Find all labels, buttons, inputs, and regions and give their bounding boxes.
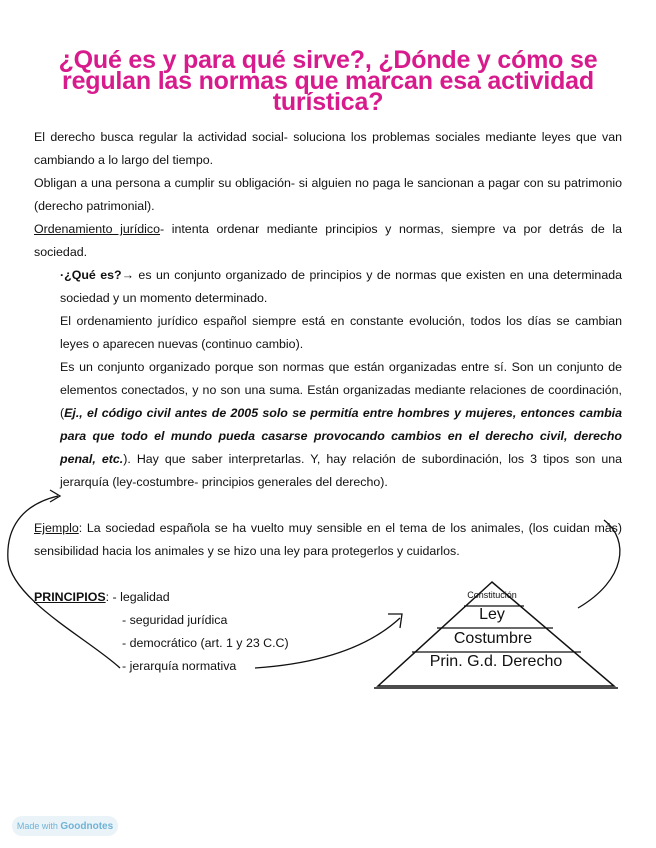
pyramid-level-principios: Prin. G.d. Derecho bbox=[429, 653, 563, 670]
paragraph-obligan: Obligan a una persona a cumplir su obligación- si alguien no paga le sancionan a pagar con su patrimonio (derecho patrimonial). bbox=[34, 176, 622, 213]
pyramid-level-ley: Ley bbox=[479, 606, 505, 623]
ordenamiento-text: - intenta ordenar mediante principios y normas, siempre va por detrás de la sociedad. bbox=[34, 222, 622, 259]
pyramid-level-costumbre: Costumbre bbox=[453, 630, 533, 647]
conjunto-text-b: ). Hay que saber interpretarlas. Y, hay relación de subordinación, los 3 tipos son una jerarquía (ley-costumbre- principios generales del derecho). bbox=[60, 452, 622, 489]
principio-item-4: - jerarquía normativa bbox=[122, 659, 237, 673]
que-es-lead: ·¿Qué es?→ bbox=[60, 268, 134, 282]
principios-heading: PRINCIPIOS bbox=[34, 590, 106, 604]
badge-made-with: Made with bbox=[16, 821, 58, 831]
ordenamiento-label: Ordenamiento jurídico bbox=[34, 222, 161, 236]
pyramid-level-constitucion: Constitución bbox=[467, 590, 517, 600]
left-arrowhead bbox=[50, 490, 60, 502]
goodnotes-badge bbox=[12, 816, 118, 836]
conjunto-text-a: Es un conjunto organizado porque son normas que están organizadas entre sí. Son un conjunto de elementos conectados, y no son una suma. Están organizadas mediante relaciones de coordinación, ( bbox=[60, 360, 622, 420]
principio-item-3: - democrático (art. 1 y 23 C.C) bbox=[122, 636, 289, 650]
paragraph-derecho: El derecho busca regular la actividad social- soluciona los problemas sociales mediante leyes que van cambiando a lo largo del tiempo. bbox=[34, 130, 622, 167]
title-line-1: ¿Qué es y para qué sirve?, ¿Dónde y cómo se bbox=[58, 46, 598, 74]
left-loop-arrow bbox=[8, 496, 120, 668]
jerarquia-arrow bbox=[255, 618, 400, 668]
right-loop-arrow bbox=[578, 520, 620, 608]
principio-item-2: - seguridad jurídica bbox=[122, 613, 228, 627]
ejemplo-label: Ejemplo bbox=[34, 521, 79, 535]
title-line-2: regulan las normas que marcan esa actividad bbox=[62, 67, 594, 95]
conjunto-example: Ej., el código civil antes de 2005 solo se permitía entre hombres y mujeres, entonces cambia para que todo el mundo pueda casarse provocando cambios en el derecho civil, derecho penal, etc. bbox=[60, 406, 622, 466]
que-es-text: es un conjunto organizado de principios y de normas que existen en una determinada sociedad y un momento determinado. bbox=[60, 268, 622, 305]
principio-item-1: : - legalidad bbox=[105, 590, 170, 604]
badge-brand: Goodnotes bbox=[60, 821, 114, 832]
ejemplo-text: : La sociedad española se ha vuelto muy sensible en el tema de los animales, (los cuidan más) sensibilidad hacia los animales y se hizo una ley para protegerlos y cuidarlos. bbox=[34, 521, 622, 558]
title-line-3: turística? bbox=[272, 88, 384, 116]
paragraph-evolucion: El ordenamiento jurídico español siempre está en constante evolución, todos los días se cambian leyes o aparecen nuevas (continuo cambio). bbox=[60, 314, 622, 351]
